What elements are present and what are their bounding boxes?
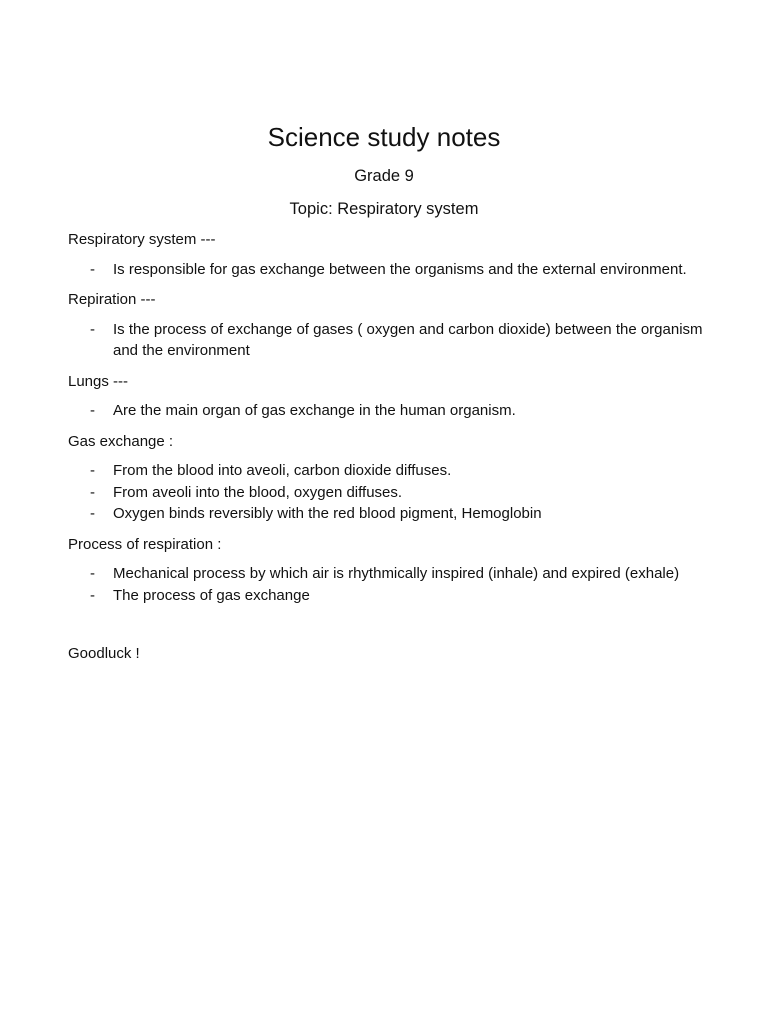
section-heading: Respiratory system --- bbox=[68, 231, 216, 248]
bullet-list bbox=[68, 460, 708, 525]
list-item bbox=[68, 503, 708, 525]
section-heading: Lungs --- bbox=[68, 372, 129, 390]
bullet-dash: - bbox=[90, 483, 95, 501]
bullet-text: Oxygen binds reversibly with the red blood pigment, Hemoglobin bbox=[113, 505, 542, 522]
list-item bbox=[68, 585, 708, 607]
closing-text: Goodluck ! bbox=[68, 645, 140, 662]
bullet-text: Is the process of exchange of gases ( oxygen and carbon dioxide) between the organism and the environment bbox=[113, 320, 703, 359]
bullet-dash: - bbox=[90, 586, 95, 604]
list-item bbox=[68, 563, 708, 585]
list-item bbox=[68, 259, 708, 281]
section-lungs bbox=[68, 371, 708, 422]
bullet-text: Mechanical process by which air is rhythmically inspired (inhale) and expired (exhale) bbox=[113, 565, 680, 582]
bullet-list bbox=[68, 319, 708, 362]
list-item bbox=[68, 482, 708, 504]
topic-label: Topic: Respiratory system bbox=[289, 200, 479, 218]
notes-body bbox=[68, 229, 708, 665]
section-gas-exchange bbox=[68, 431, 708, 525]
document-title: Science study notes bbox=[267, 122, 501, 152]
bullet-list bbox=[68, 563, 708, 606]
bullet-text: From the blood into aveoli, carbon dioxide diffuses. bbox=[113, 462, 452, 479]
section-heading: Process of respiration : bbox=[68, 535, 222, 553]
bullet-text: From aveoli into the blood, oxygen diffuses. bbox=[113, 483, 403, 501]
section-heading: Gas exchange : bbox=[68, 432, 174, 450]
bullet-dash: - bbox=[90, 320, 95, 338]
bullet-dash: - bbox=[90, 565, 95, 582]
bullet-text: Is responsible for gas exchange between the organisms and the external environment. bbox=[113, 260, 687, 278]
bullet-dash: - bbox=[90, 260, 95, 278]
grade-label: Grade 9 bbox=[354, 167, 414, 185]
bullet-dash: - bbox=[90, 462, 95, 479]
section-heading: Repiration --- bbox=[68, 291, 156, 308]
section-process-of-respiration bbox=[68, 534, 708, 607]
bullet-text: Are the main organ of gas exchange in the human organism. bbox=[113, 402, 516, 419]
section-respiratory-system bbox=[68, 229, 708, 280]
section-repiration bbox=[68, 289, 708, 362]
bullet-dash: - bbox=[90, 402, 95, 419]
bullet-list bbox=[68, 259, 708, 281]
list-item bbox=[68, 319, 708, 362]
list-item bbox=[68, 400, 708, 422]
list-item bbox=[68, 460, 708, 482]
bullet-dash: - bbox=[90, 505, 95, 522]
bullet-list bbox=[68, 400, 708, 422]
bullet-text: The process of gas exchange bbox=[113, 586, 310, 604]
